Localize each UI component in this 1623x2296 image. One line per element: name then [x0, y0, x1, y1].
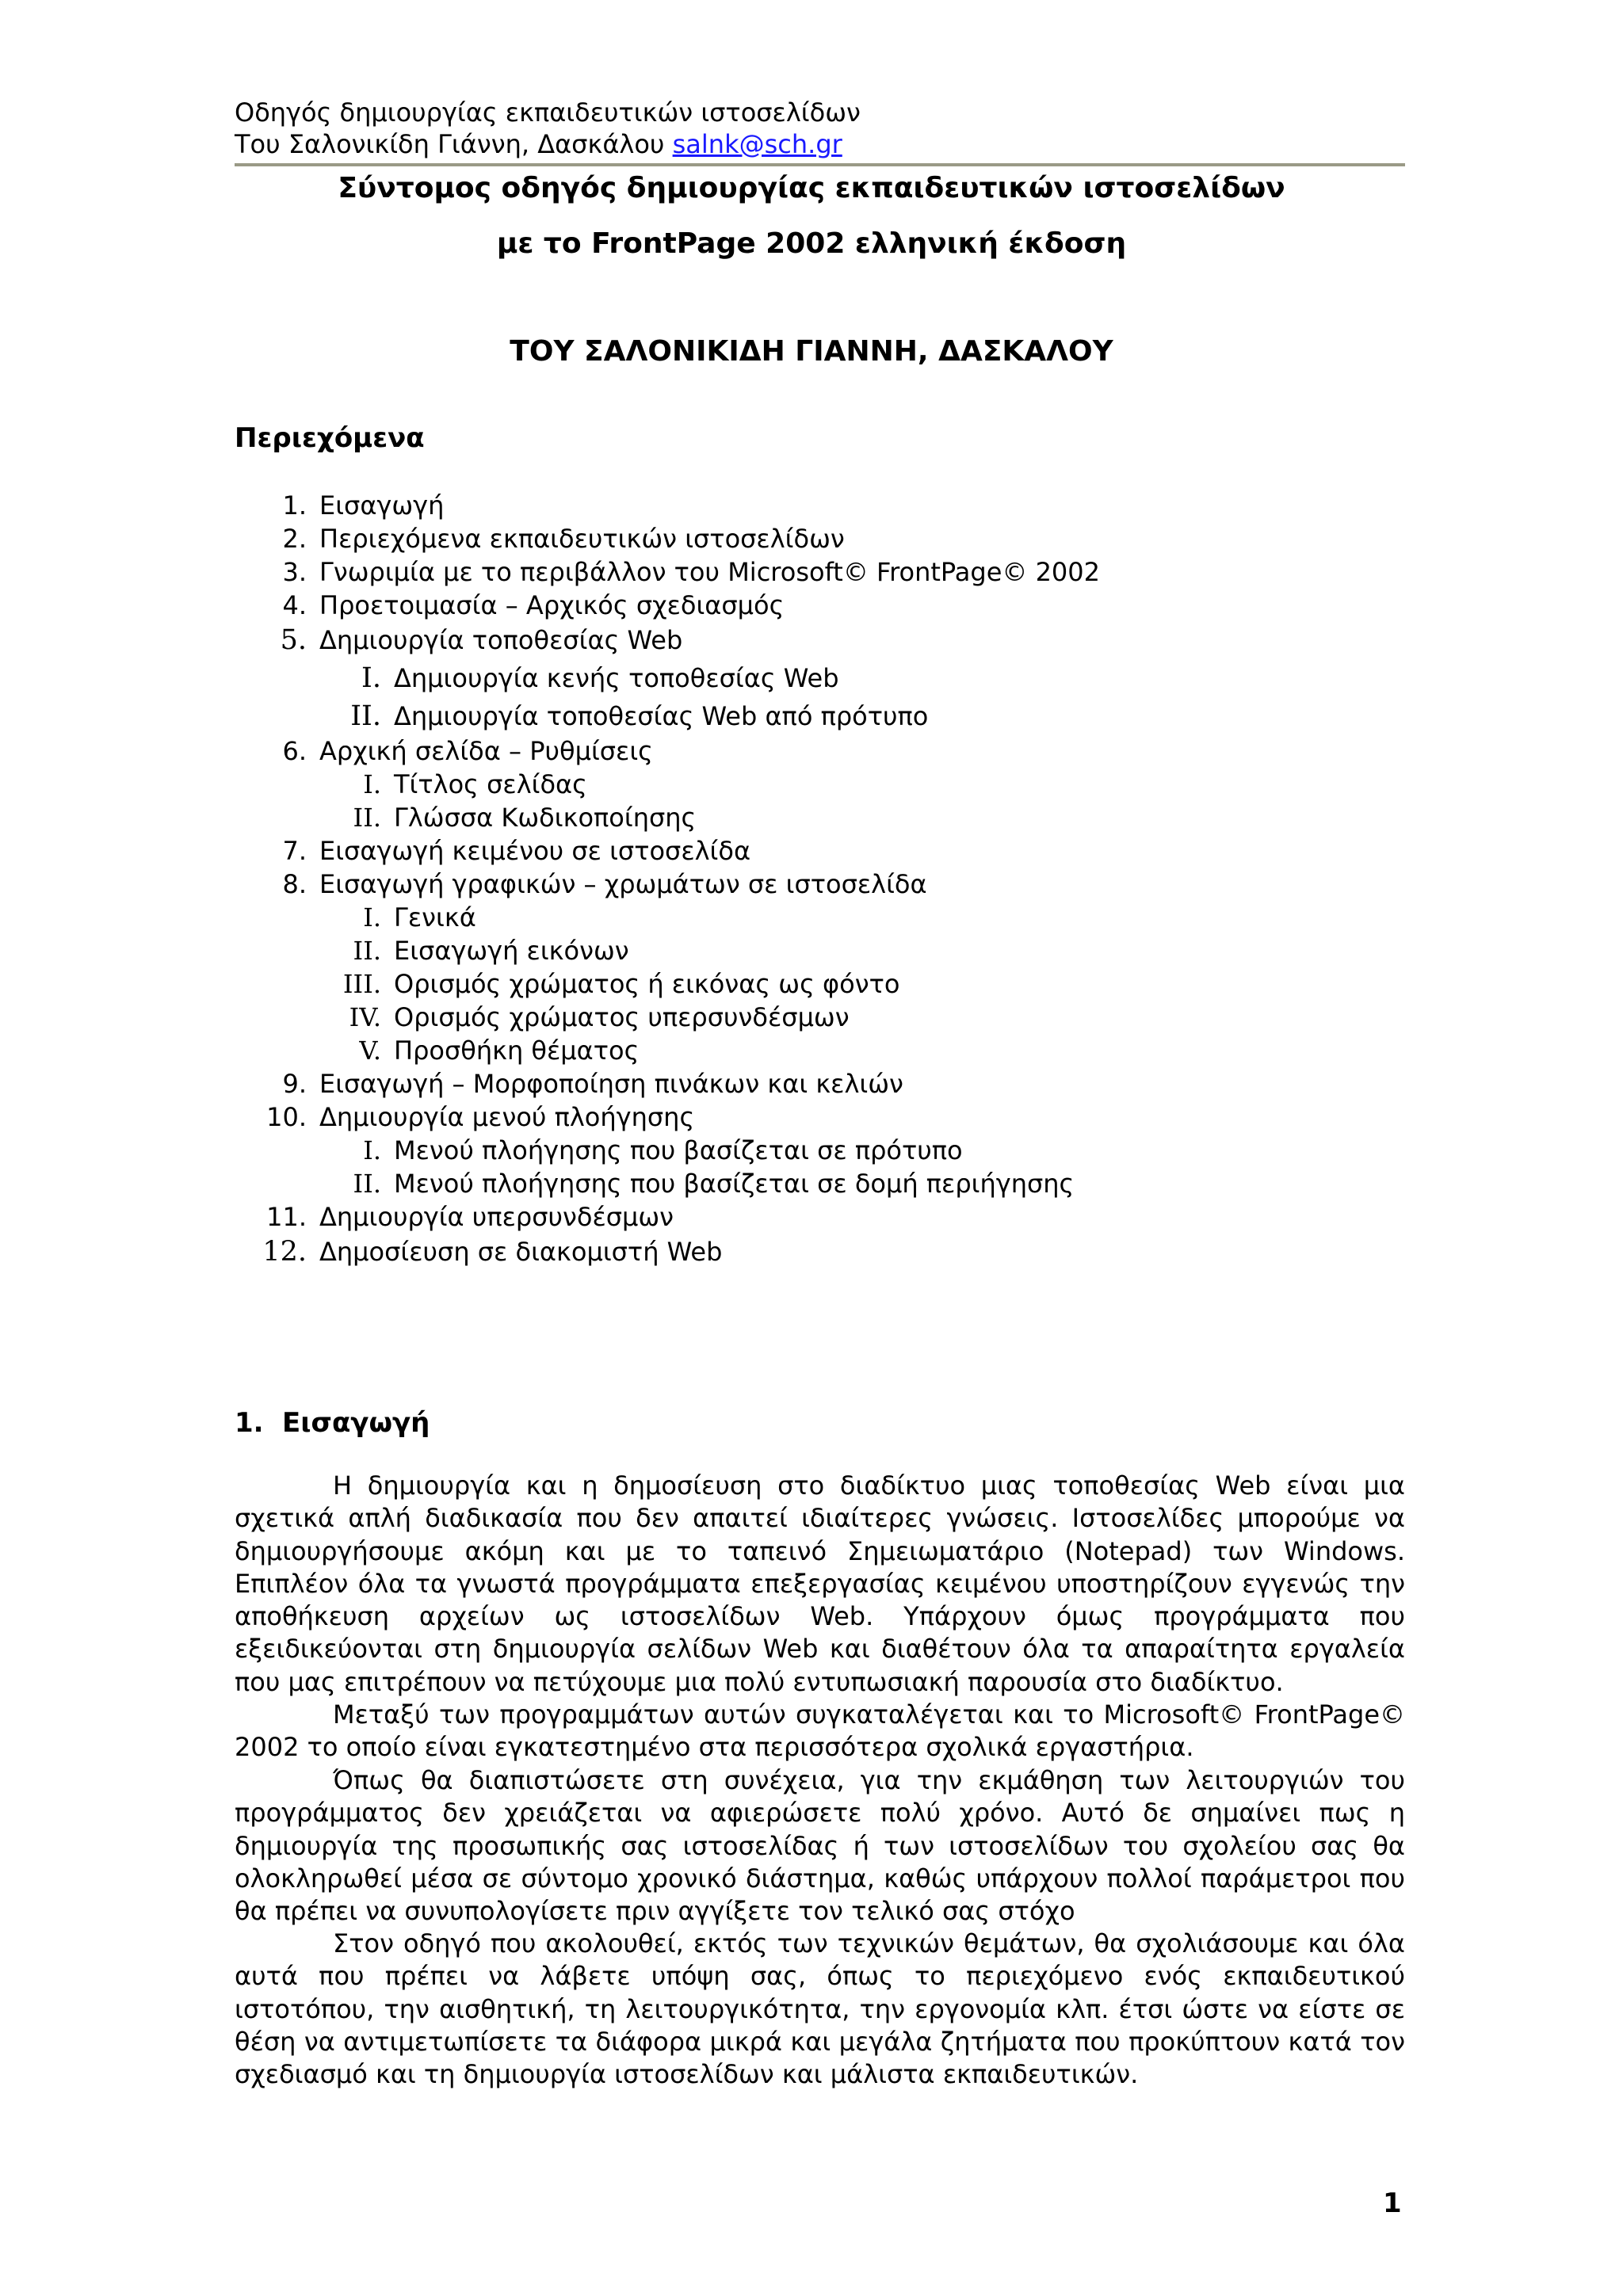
toc-number: 1.: [282, 490, 307, 521]
header-line-1: Οδηγός δημιουργίας εκπαιδευτικών ιστοσελίδων: [235, 97, 861, 128]
toc-text: Μενού πλοήγησης που βασίζεται σε πρότυπο: [394, 1135, 963, 1165]
toc-number: V.: [359, 1035, 381, 1066]
section-number: 1.: [235, 1407, 264, 1439]
toc-subitem: [319, 968, 899, 1000]
toc-number: I.: [363, 902, 381, 933]
toc-text: Ορισμός χρώματος υπερσυνδέσμων: [394, 1002, 850, 1032]
toc-subitem: [319, 935, 629, 967]
toc-text: Προετοιμασία – Αρχικός σχεδιασμός: [319, 590, 785, 620]
toc-text: Εισαγωγή κειμένου σε ιστοσελίδα: [319, 836, 751, 866]
toc-number: 8.: [282, 869, 307, 899]
toc-text: Δημιουργία τοποθεσίας Web από πρότυπο: [394, 701, 929, 731]
toc-item: [235, 523, 845, 555]
toc-number: IV.: [349, 1002, 381, 1032]
section-title: Εισαγωγή: [282, 1407, 430, 1439]
toc-subitem: [319, 1001, 850, 1033]
toc-item: [235, 556, 1100, 588]
toc-subitem: [319, 1168, 1074, 1199]
toc-heading: Περιεχόμενα: [235, 422, 425, 454]
doc-author: ΤΟΥ ΣΑΛΟΝΙΚΙΔΗ ΓΙΑΝΝΗ, ΔΑΣΚΑΛΟΥ: [510, 335, 1113, 368]
toc-number: 2.: [282, 524, 307, 554]
toc-number: II.: [353, 936, 381, 966]
toc-text: Γενικά: [394, 902, 476, 933]
toc-text: Δημοσίευση σε διακομιστή Web: [319, 1237, 723, 1267]
toc-text: Δημιουργία μενού πλοήγησης: [319, 1102, 695, 1132]
toc-number: 5.: [280, 624, 307, 656]
toc-text: Μενού πλοήγησης που βασίζεται σε δομή περιήγησης: [394, 1169, 1075, 1199]
toc-number: 7.: [282, 836, 307, 866]
toc-item: [235, 624, 682, 656]
body-paragraph: Όπως θα διαπιστώσετε στη συνέχεια, για την εκμάθηση των λειτουργιών του προγράμματος δεν χρειάζεται να αφιερώσετε πολύ χρόνο. Αυτό δε σημαίνει πως η δημιουργία της προσωπικής σας ιστοσελίδας ή των ιστοσελίδων του σχολείου σας θα ολοκληρωθεί μέσα σε σύντομο χρονικό διάστημα, καθώς υπάρχουν πολλοί παράμετροι που θα πρέπει να συνυπολογίσετε πριν αγγίξετε τον τελικό σας στόχο: [235, 1765, 1405, 1927]
toc-item: [235, 490, 444, 521]
toc-text: Εισαγωγή – Μορφοποίηση πινάκων και κελιών: [319, 1069, 903, 1099]
toc-number: I.: [363, 769, 381, 799]
toc-item: [235, 835, 750, 867]
toc-text: Εισαγωγή γραφικών – χρωμάτων σε ιστοσελίδα: [319, 869, 927, 899]
toc-item: [235, 589, 784, 621]
toc-number: 11.: [266, 1202, 307, 1232]
doc-subtitle: με το FrontPage 2002 ελληνική έκδοση: [496, 227, 1127, 260]
toc-number: II.: [353, 803, 381, 833]
toc-number: I.: [361, 662, 381, 694]
toc-text: Προσθήκη θέματος: [394, 1035, 640, 1066]
section-heading: [235, 1406, 430, 1440]
header-rule: [235, 163, 1405, 166]
toc-text: Εισαγωγή: [319, 490, 445, 521]
toc-subitem: [319, 1035, 639, 1066]
toc-number: II.: [350, 700, 381, 732]
email-link[interactable]: salnk@sch.gr: [672, 129, 842, 159]
toc-number: 6.: [282, 736, 307, 766]
toc-item: [235, 1101, 694, 1133]
toc-subitem: [319, 802, 696, 833]
toc-item: [235, 1201, 674, 1233]
toc-item: [235, 1236, 722, 1268]
toc-subitem: [319, 902, 476, 933]
toc-subitem: [319, 700, 928, 732]
toc-text: Δημιουργία υπερσυνδέσμων: [319, 1202, 674, 1232]
header-author: Του Σαλονικίδη Γιάννη, Δασκάλου: [235, 129, 673, 159]
doc-title: Σύντομος οδηγός δημιουργίας εκπαιδευτικών ιστοσελίδων: [338, 172, 1285, 204]
toc-text: Περιεχόμενα εκπαιδευτικών ιστοσελίδων: [319, 524, 845, 554]
toc-number: 12.: [262, 1236, 307, 1268]
running-header: [235, 97, 861, 160]
toc-text: Ορισμός χρώματος ή εικόνας ως φόντο: [394, 969, 900, 999]
toc-item: [235, 868, 927, 900]
body-paragraph: Η δημιουργία και η δημοσίευση στο διαδίκτυο μιας τοποθεσίας Web είναι μια σχετικά απλή διαδικασία που δεν απαιτεί ιδιαίτερες γνώσεις. Ιστοσελίδες μπορούμε να δημιουργήσουμε ακόμη και με το ταπεινό Σημειωματάριο (Notepad) των Windows. Επιπλέον όλα τα γνωστά προγράμματα επεξεργασίας κειμένου υποστηρίζουν εγγενώς την αποθήκευση αρχείων ως ιστοσελίδων Web. Υπάρχουν όμως προγράμματα που εξειδικεύονται στη δημιουργία σελίδων Web και διαθέτουν όλα τα απαραίτητα εργαλεία που μας επιτρέπουν να πετύχουμε μια πολύ εντυπωσιακή παρουσία στο διαδίκτυο.: [235, 1470, 1405, 1697]
toc-number: 10.: [266, 1102, 307, 1132]
toc-number: II.: [353, 1169, 381, 1199]
toc-text: Εισαγωγή εικόνων: [394, 936, 629, 966]
toc-subitem: [319, 769, 587, 800]
toc-number: III.: [342, 969, 381, 999]
toc-number: I.: [363, 1135, 381, 1165]
toc-text: Γνωριμία με το περιβάλλον του Microsoft© FrontPage© 2002: [319, 557, 1100, 587]
toc-number: 9.: [282, 1069, 307, 1099]
toc-text: Γλώσσα Κωδικοποίησης: [394, 803, 697, 833]
body-paragraph: Μεταξύ των προγραμμάτων αυτών συγκαταλέγεται και το Microsoft© FrontPage© 2002 το οποίο είναι εγκατεστημένο στα περισσότερα σχολικά εργαστήρια.: [235, 1699, 1405, 1763]
body-paragraph: Στον οδηγό που ακολουθεί, εκτός των τεχνικών θεμάτων, θα σχολιάσουμε και όλα αυτά που πρέπει να λάβετε υπόψη σας, όπως το περιεχόμενο ενός εκπαιδευτικού ιστοτόπου, την αισθητική, τη λειτουργικότητα, την εργονομία κλπ. έτσι ώστε να είστε σε θέση να αντιμετωπίσετε τα διάφορα μικρά και μεγάλα ζητήματα που προκύπτουν κατά τον σχεδιασμό και τη δημιουργία ιστοσελίδων και μάλιστα εκπαιδευτικών.: [235, 1928, 1405, 2090]
toc-number: 3.: [282, 557, 307, 587]
toc-text: Δημιουργία τοποθεσίας Web: [319, 625, 683, 655]
toc-number: 4.: [282, 590, 307, 620]
header-line-2: [235, 128, 861, 160]
toc-item: [235, 735, 653, 767]
page-number: 1: [1383, 2187, 1402, 2219]
toc-item: [235, 1068, 903, 1100]
toc-text: Τίτλος σελίδας: [394, 769, 587, 799]
toc-text: Δημιουργία κενής τοποθεσίας Web: [394, 663, 839, 693]
toc-subitem: [319, 662, 839, 694]
toc-text: Αρχική σελίδα – Ρυθμίσεις: [319, 736, 653, 766]
toc-subitem: [319, 1135, 963, 1166]
